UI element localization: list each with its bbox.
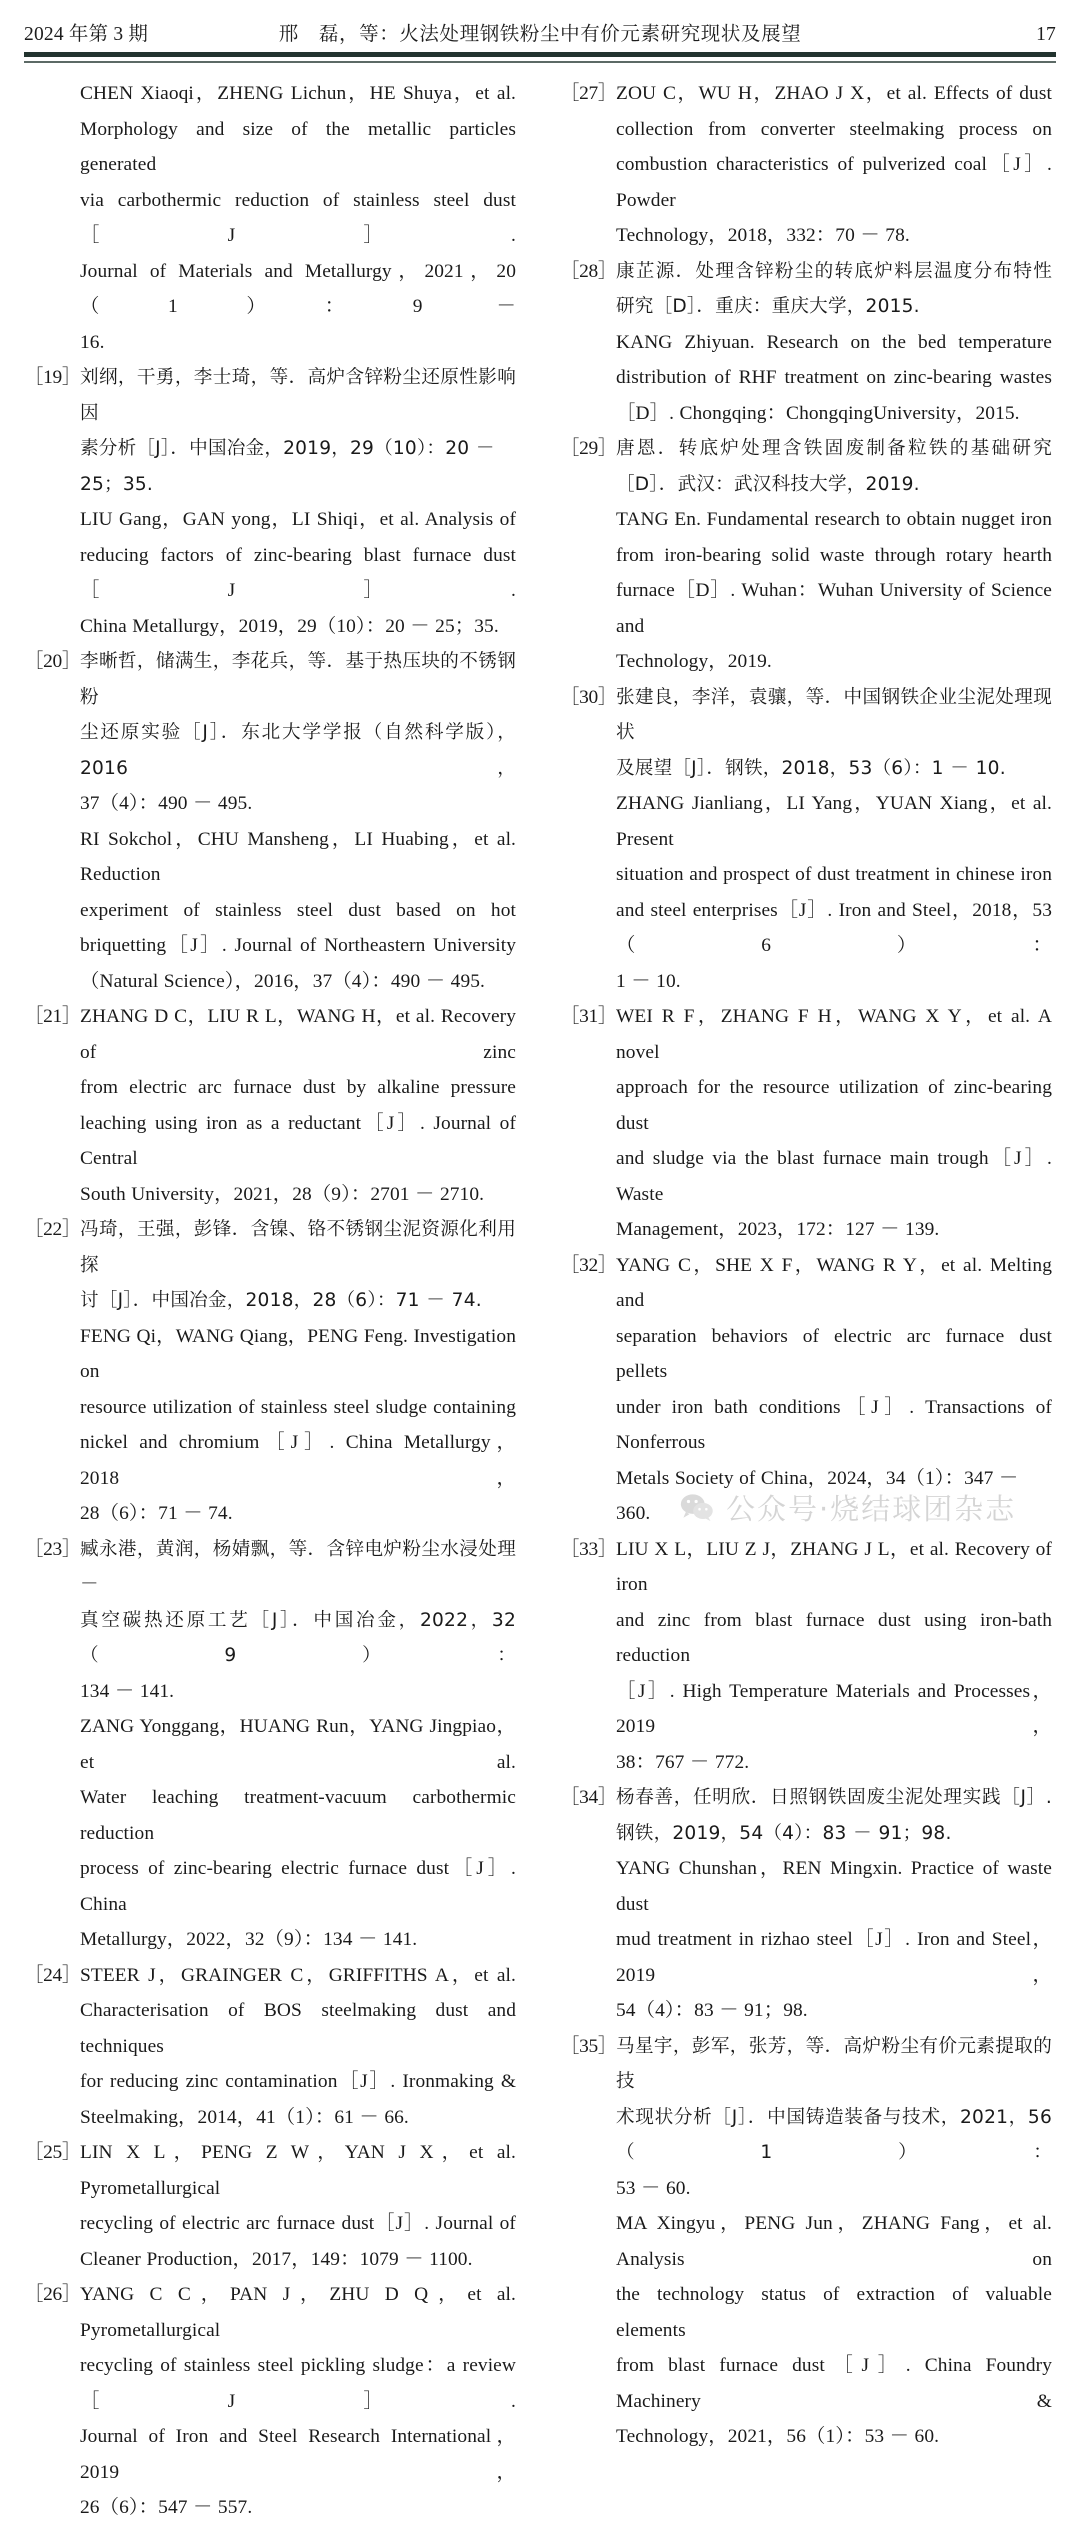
reference-number: ［30］ [560, 686, 617, 708]
reference-line: KANG Zhiyuan. Research on the bed temperature [616, 331, 1052, 353]
reference-number: ［31］ [560, 1006, 617, 1027]
reference-number: ［32］ [560, 1254, 617, 1276]
reference-line: South University，2021，28（9）：2701 － 2710. [80, 1183, 485, 1205]
reference-line: Cleaner Production，2017，149：1079 － 1100. [80, 2248, 473, 2270]
reference-text [616, 1532, 1052, 1781]
reference-text [80, 2277, 516, 2526]
reference-line: Management，2023，172：127 － 139. [616, 1219, 940, 1240]
reference-line: 28（6）：71 － 74. [80, 1503, 233, 1524]
page-number: 17 [1036, 24, 1056, 45]
reference-line: ［D］. Chongqing：ChongqingUniversity，2015. [616, 402, 1020, 424]
reference-line: LIU Gang，GAN yong，LI Shiqi，et al. Analysis of [80, 509, 516, 530]
reference-text [616, 680, 1052, 1000]
reference-line: 冯琦，王强，彭锋．含镍、铬不锈钢尘泥资源化利用探 [80, 1219, 516, 1276]
reference-line: 37（4）：490 － 495. [80, 793, 253, 814]
reference-entry [24, 1958, 516, 2136]
issue-label: 2024 年第 3 期 [24, 24, 149, 45]
reference-line: MA Xingyu，PENG Jun，ZHANG Fang，et al. Analysis on [616, 2213, 1052, 2270]
reference-line: Technology，2019. [616, 651, 772, 672]
reference-line: combustion characteristics of pulverized coal［J］. Powder [616, 154, 1052, 211]
reference-line: 唐恩．转底炉处理含铁固废制备粒铁的基础研究 [616, 438, 1052, 459]
reference-number: ［23］ [24, 1538, 81, 1560]
reference-line: TANG En. Fundamental research to obtain nugget iron [616, 509, 1052, 530]
reference-line: from electric arc furnace dust by alkaline pressure [80, 1077, 516, 1098]
reference-line: briquetting［J］. Journal of Northeastern University [80, 935, 516, 956]
reference-line: 研究［D］．重庆：重庆大学，2015. [616, 296, 920, 317]
reference-line: experiment of stainless steel dust based on hot [80, 899, 516, 921]
reference-line: ［D］．武汉：武汉科技大学，2019. [616, 473, 920, 495]
reference-text [616, 1780, 1052, 2029]
reference-line: Technology，2021，56（1）：53 － 60. [616, 2426, 940, 2447]
article-title: 邢 磊，等：火法处理钢铁粉尘中有价元素研究现状及展望 [278, 24, 802, 45]
reference-line: and zinc from blast furnace dust using iron-bath reduction [616, 1609, 1052, 1666]
reference-line: recycling of stainless steel pickling sludge：a review［J］. [80, 2355, 516, 2412]
reference-line: Metallurgy，2022，32（9）：134 － 141. [80, 1929, 418, 1950]
reference-entry [24, 360, 516, 644]
reference-line: YANG Chunshan，REN Mingxin. Practice of waste dust [616, 1858, 1052, 1915]
reference-line: 刘纲，干勇，李士琦，等．高炉含锌粉尘还原性影响因 [80, 367, 516, 424]
reference-line: reducing factors of zinc-bearing blast furnace dust［J］. [80, 544, 516, 601]
reference-line: YANG C C，PAN J，ZHU D Q，et al. Pyrometallurgical [80, 2284, 516, 2341]
reference-line: ZANG Yonggang，HUANG Run，YANG Jingpiao，et al. [80, 1716, 516, 1773]
right-column [560, 76, 1052, 2447]
reference-entry [560, 2029, 1052, 2455]
reference-line: nickel and chromium［J］. China Metallurgy，2018， [80, 1432, 516, 1489]
reference-entry [24, 1532, 516, 1958]
reference-line: leaching using iron as a reductant［J］. Journal of Central [80, 1112, 516, 1169]
reference-number: ［19］ [24, 367, 81, 388]
reference-number: ［25］ [24, 2142, 81, 2163]
reference-number: ［35］ [560, 2035, 617, 2057]
left-column [24, 76, 516, 2518]
header-rule-thick [24, 52, 1056, 57]
reference-entry [24, 2135, 516, 2277]
reference-line: RI Sokchol，CHU Mansheng，LI Huabing，et al. Reduction [80, 828, 516, 885]
reference-line: 16. [80, 331, 105, 353]
reference-number: ［27］ [560, 83, 617, 104]
reference-line: recycling of electric arc furnace dust［J］. Journal of [80, 2213, 516, 2234]
reference-line: China Metallurgy，2019，29（10）：20 － 25；35. [80, 615, 499, 637]
reference-entry [560, 76, 1052, 254]
reference-entry [560, 1248, 1052, 1532]
reference-line: 马星宇，彭军，张芳，等．高炉粉尘有价元素提取的技 [616, 2035, 1052, 2092]
reference-number: ［20］ [24, 651, 81, 672]
reference-line: STEER J，GRAINGER C，GRIFFITHS A，et al. [80, 1964, 516, 1986]
reference-line: CHEN Xiaoqi，ZHENG Lichun，HE Shuya，et al. [80, 83, 516, 104]
reference-line: under iron bath conditions［J］. Transactions of Nonferrous [616, 1396, 1052, 1453]
reference-line: WEI R F，ZHANG F H，WANG X Y，et al. A novel [616, 1006, 1052, 1063]
reference-line: Journal of Materials and Metallurgy，2021，20（1）：9 － [80, 260, 516, 317]
reference-line: 钢铁，2019，54（4）：83 － 91；98. [616, 1822, 952, 1844]
reference-line: for reducing zinc contamination［J］. Ironmaking & [80, 2071, 516, 2092]
reference-text [80, 2135, 516, 2277]
reference-line: from iron-bearing solid waste through rotary hearth [616, 544, 1052, 566]
reference-number: ［24］ [24, 1964, 81, 1986]
reference-line: 26（6）：547 － 557. [80, 2497, 253, 2518]
reference-line: situation and prospect of dust treatment in chinese iron [616, 864, 1052, 885]
reference-line: process of zinc-bearing electric furnace dust［J］. China [80, 1858, 516, 1915]
reference-line: 臧永港，黄润，杨婧飘，等．含锌电炉粉尘水浸处理 － [80, 1538, 516, 1595]
reference-text [616, 999, 1052, 1248]
header-rule-thin [24, 61, 1056, 63]
reference-line: ZOU C，WU H，ZHAO J X，et al. Effects of dust [616, 83, 1052, 104]
reference-line: distribution of RHF treatment on zinc-bearing wastes [616, 367, 1052, 388]
reference-line: 讨［J］．中国冶金，2018，28（6）：71 － 74. [80, 1290, 482, 1311]
reference-entry [24, 644, 516, 999]
reference-entry [560, 431, 1052, 680]
reference-entry [560, 999, 1052, 1248]
reference-line: Morphology and size of the metallic particles generated [80, 118, 516, 175]
reference-line: ZHANG D C，LIU R L，WANG H，et al. Recovery of zinc [80, 1006, 516, 1063]
reference-text [616, 76, 1052, 254]
reference-line: 康芷源．处理含锌粉尘的转底炉料层温度分布特性 [616, 260, 1052, 282]
reference-number: ［34］ [560, 1787, 617, 1808]
reference-entry [560, 254, 1052, 432]
reference-line: 1 － 10. [616, 970, 681, 992]
reference-line: 素分析［J］．中国冶金，2019，29（10）：20 － 25；35. [80, 438, 495, 495]
reference-line: mud treatment in rizhao steel［J］. Iron and Steel，2019， [616, 1929, 1052, 1986]
reference-line: the technology status of extraction of valuable elements [616, 2284, 1052, 2341]
reference-line: Characterisation of BOS steelmaking dust and techniques [80, 2000, 516, 2057]
reference-line: from blast furnace dust［J］. China Foundry Machinery & [616, 2355, 1052, 2412]
watermark-text: 公众号·烧结球团杂志 [726, 1492, 1017, 1526]
reference-line: via carbothermic reduction of stainless steel dust［J］. [80, 189, 516, 246]
reference-line: Technology，2018，332：70 － 78. [616, 225, 910, 246]
reference-line: resource utilization of stainless steel sludge containing [80, 1396, 516, 1418]
reference-line: 及展望［J］．钢铁，2018，53（6）：1 － 10. [616, 757, 1006, 779]
reference-text [616, 254, 1052, 432]
reference-number: ［26］ [24, 2284, 81, 2305]
reference-text [616, 1248, 1052, 1532]
reference-line: （Natural Science），2016，37（4）：490 － 495. [80, 970, 485, 992]
reference-entry [560, 1780, 1052, 2029]
reference-line: YANG C，SHE X F，WANG R Y，et al. Melting and [616, 1254, 1052, 1311]
reference-number: ［28］ [560, 260, 617, 282]
reference-line: and sludge via the blast furnace main trough［J］. Waste [616, 1148, 1052, 1205]
reference-line: 53 － 60. [616, 2177, 691, 2199]
reference-text [616, 431, 1052, 680]
reference-line: LIU X L，LIU Z J，ZHANG J L，et al. Recovery of iron [616, 1538, 1052, 1595]
reference-line: Steelmaking，2014，41（1）：61 － 66. [80, 2106, 409, 2128]
reference-line: ZHANG Jianliang，LI Yang，YUAN Xiang，et al. Present [616, 793, 1052, 850]
reference-entry [560, 1532, 1052, 1781]
reference-line: 134 － 141. [80, 1680, 175, 1702]
reference-number: ［33］ [560, 1538, 617, 1560]
reference-number: ［22］ [24, 1219, 81, 1240]
reference-line: separation behaviors of electric arc furnace dust pellets [616, 1325, 1052, 1382]
reference-line: 38：767 － 772. [616, 1751, 750, 1773]
reference-line: FENG Qi，WANG Qiang，PENG Feng. Investigation on [80, 1325, 516, 1382]
reference-line: Journal of Iron and Steel Research International，2019， [80, 2426, 516, 2483]
reference-text [80, 1212, 516, 1532]
reference-text [80, 999, 516, 1212]
reference-text [80, 360, 516, 644]
reference-line: 54（4）：83 － 91；98. [616, 2000, 808, 2021]
reference-text [80, 76, 516, 360]
reference-entry [24, 2277, 516, 2526]
reference-entry [24, 999, 516, 1212]
reference-number: ［29］ [560, 438, 617, 459]
reference-line: collection from converter steelmaking process on [616, 118, 1052, 140]
reference-text [80, 644, 516, 999]
reference-line: 真空碳热还原工艺［J］．中国冶金，2022，32（9）： [80, 1609, 516, 1666]
reference-entry [560, 680, 1052, 1000]
reference-columns [24, 76, 1062, 2518]
reference-line: LIN X L，PENG Z W，YAN J X，et al. Pyrometallurgical [80, 2142, 516, 2199]
reference-line: 李晰哲，储满生，李花兵，等．基于热压块的不锈钢粉 [80, 651, 516, 708]
reference-line: approach for the resource utilization of zinc-bearing dust [616, 1077, 1052, 1134]
reference-entry [24, 76, 516, 360]
running-head [24, 18, 1056, 52]
reference-text [80, 1532, 516, 1958]
reference-line: furnace［D］. Wuhan：Wuhan University of Science and [616, 580, 1052, 637]
reference-number: ［21］ [24, 1006, 81, 1027]
reference-line: Water leaching treatment-vacuum carbothermic reduction [80, 1787, 516, 1844]
reference-line: 张建良，李洋，袁骧，等．中国钢铁企业尘泥处理现状 [616, 686, 1052, 743]
reference-line: and steel enterprises［J］. Iron and Steel，2018，53（6）： [616, 899, 1052, 956]
reference-line: 尘还原实验［J］．东北大学学报（自然科学版），2016， [80, 722, 516, 779]
reference-line: Metals Society of China，2024，34（1）：347 － 360. [616, 1467, 1019, 1524]
reference-text [80, 1958, 516, 2136]
reference-line: 术现状分析［J］．中国铸造装备与技术，2021，56（1）： [616, 2106, 1052, 2163]
reference-text [616, 2029, 1052, 2455]
reference-line: 杨春善，任明欣．日照钢铁固废尘泥处理实践［J］. [616, 1787, 1052, 1808]
reference-line: ［J］. High Temperature Materials and Processes，2019， [616, 1680, 1052, 1737]
reference-entry [24, 1212, 516, 1532]
